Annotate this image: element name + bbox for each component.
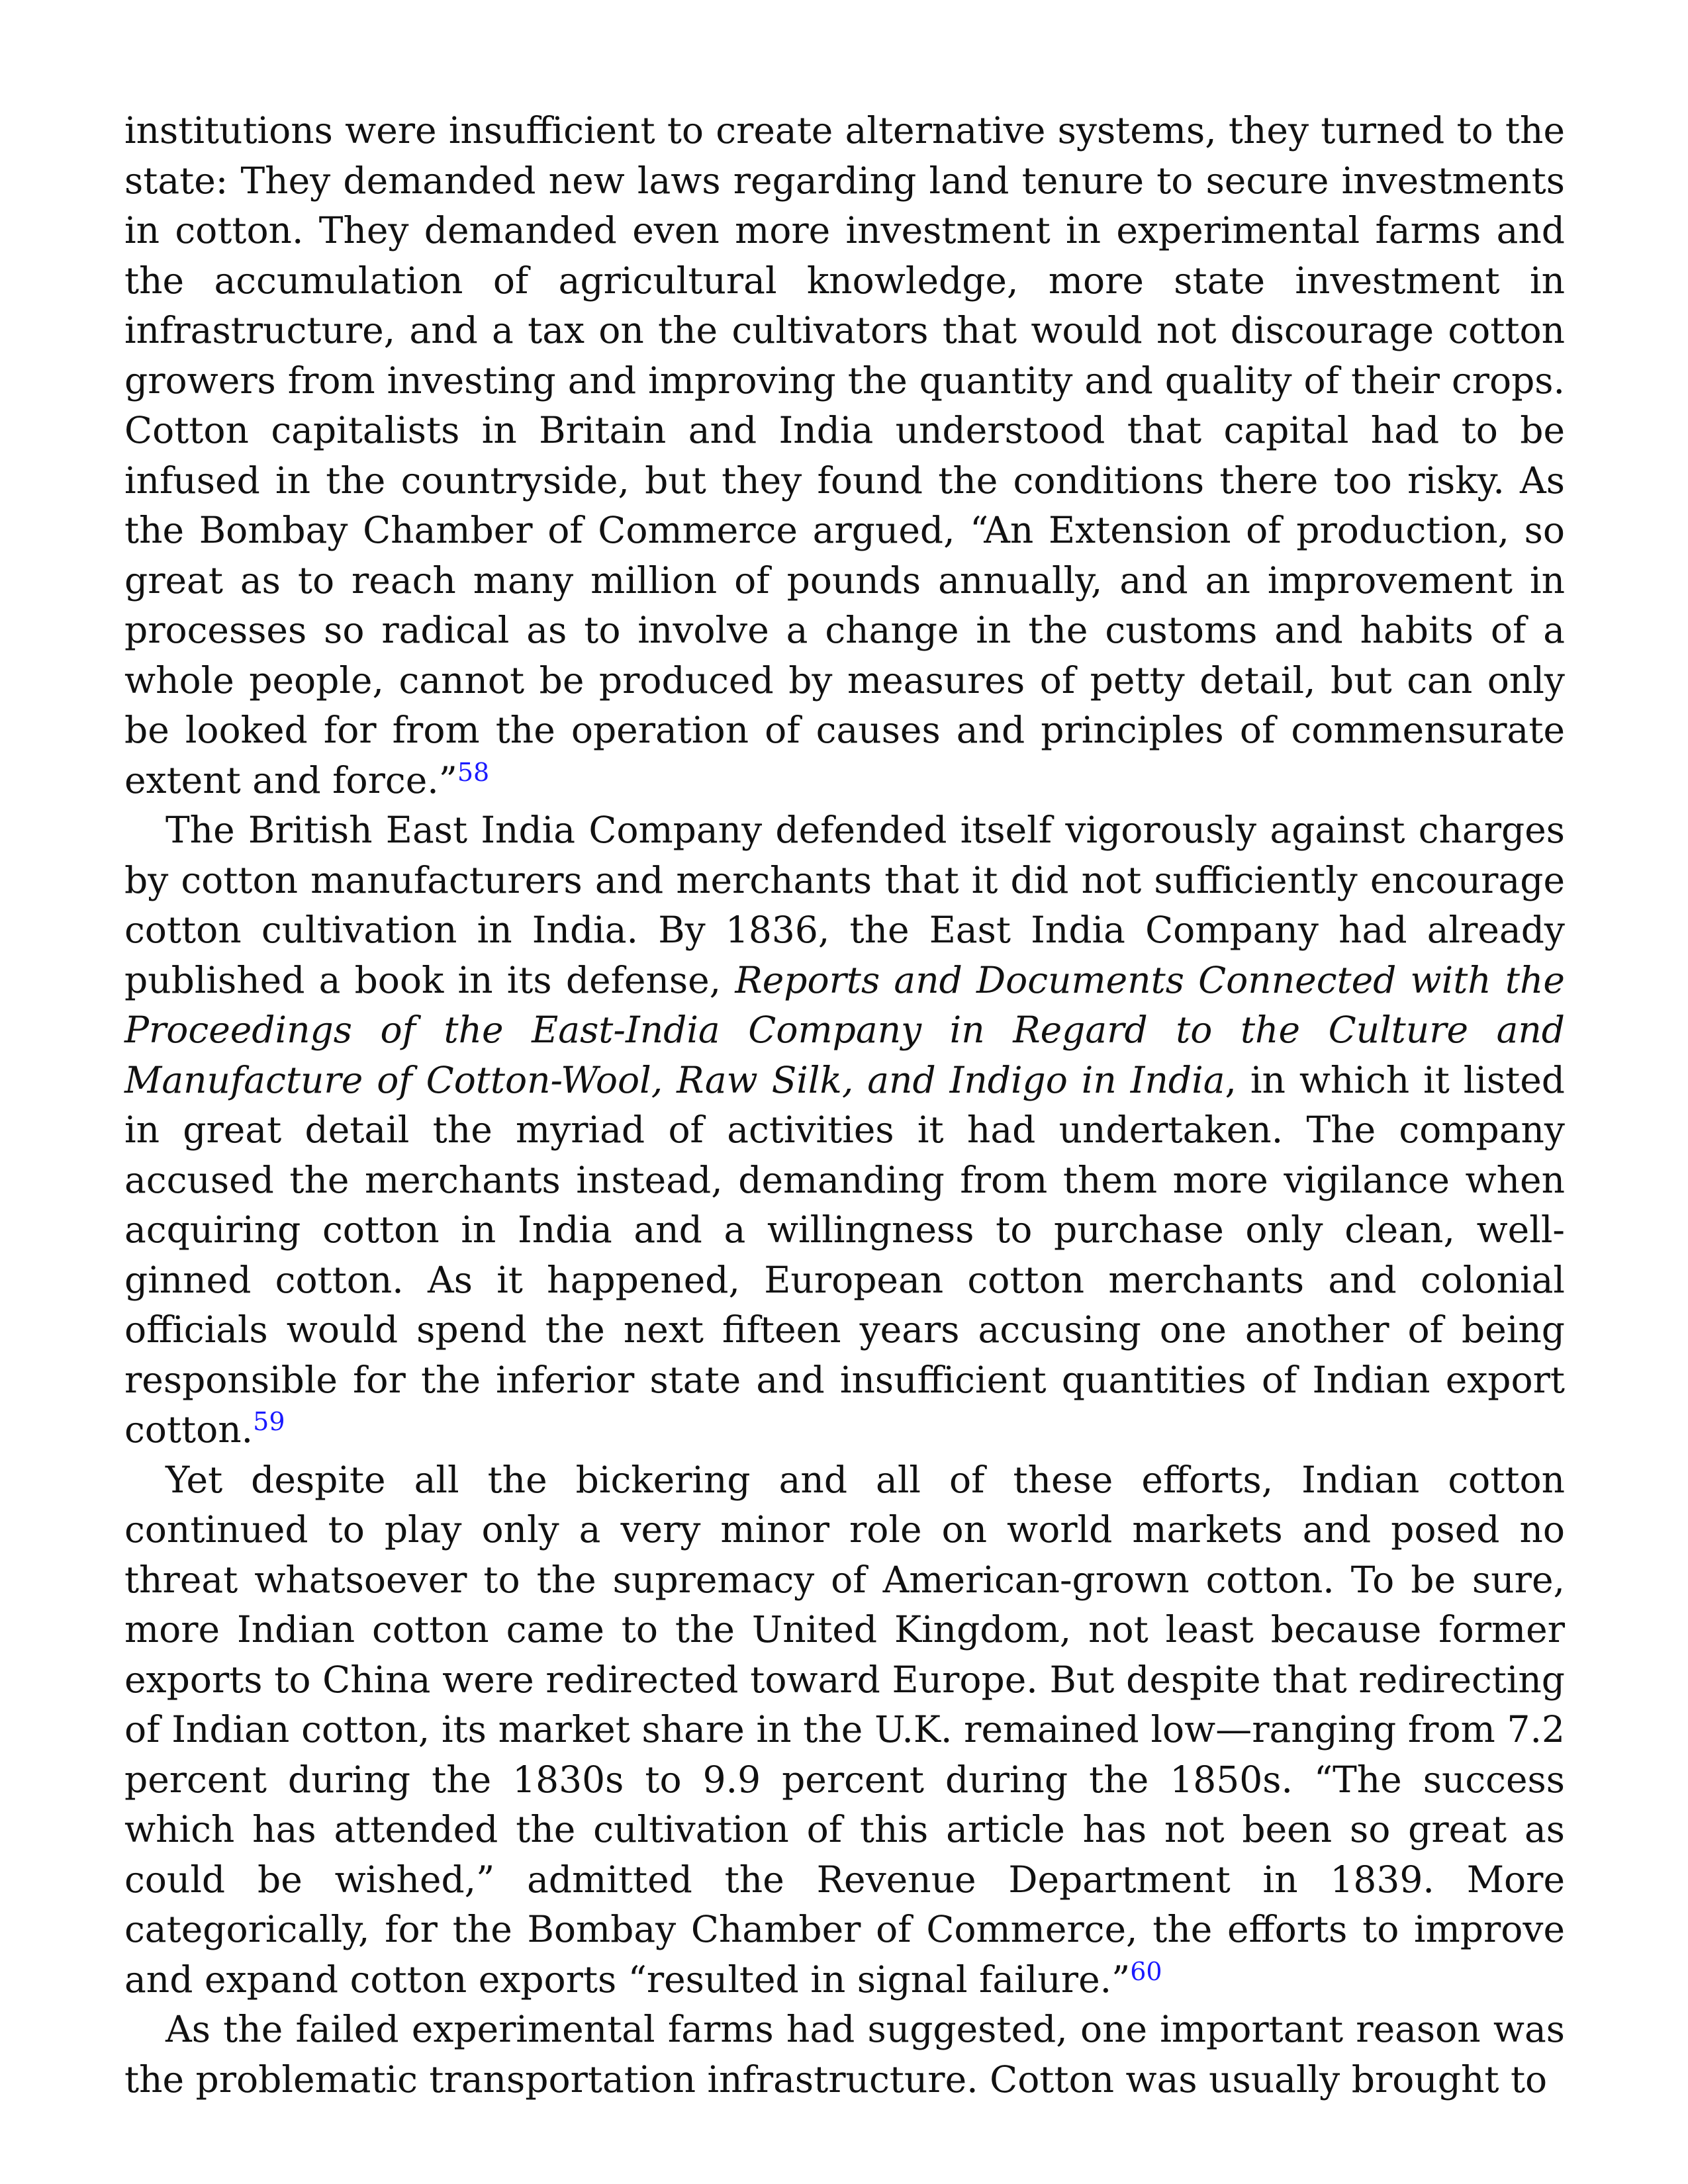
footnote-link-59[interactable]: 59 [253,1407,285,1436]
paragraph-1 [124,106,1565,805]
paragraph-2-text-before: The British East India Company defended itself vigorously against charges by cotton manufacturers and merchants that it did not sufficiently encourage cotton cultivation in India. By 1836, the East India Company had already published a book in its defense, [124,809,1565,1001]
paragraph-3-text: Yet despite all the bickering and all of these efforts, Indian cotton continued to play only a very minor role on world markets and posed no threat whatsoever to the supremacy of American-grown cotton. To be sure, more Indian cotton came to the United Kingdom, not least because former exports to China were redirected toward Europe. But despite that redirecting of Indian cotton, its market share in the U.K. remained low—ranging from 7.2 percent during the 1830s to 9.9 percent during the 1850s. “The success which has attended the cultivation of this article has not been so great as could be wished,” admitted the Revenue Department in 1839. More categorically, for the Bombay Chamber of Commerce, the efforts to improve and expand cotton exports “resulted in signal failure.” [124,1458,1565,2001]
paragraph-1-text: institutions were insufficient to create alternative systems, they turned to the state: They demanded new laws regarding land tenure to secure investments in cotton. They demanded even more investment in experimental farms and the accumulation of agricultural knowledge, more state investment in infrastructure, and a tax on the cultivators that would not discourage cotton growers from investing and improving the quantity and quality of their crops. Cotton capitalists in Britain and India understood that capital had to be infused in the countryside, but they found the conditions there too risky. As the Bombay Chamber of Commerce argued, “An Extension of production, so great as to reach many million of pounds annually, and an improvement in processes so radical as to involve a change in the customs and habits of a whole people, cannot be produced by measures of petty detail, but can only be looked for from the operation of causes and principles of commensurate extent and force.” [124,109,1565,801]
document-page [124,106,1565,2105]
paragraph-4 [124,2005,1565,2105]
book-title-italic: Reports and Documents Connected with the Proceedings of the East-India Company in Regard to the Culture and Manufacture of Cotton-Wool, Raw Silk, and Indigo in India [124,958,1565,1101]
paragraph-2-text-after: , in which it listed in great detail the myriad of activities it had undertaken. The company accused the merchants instead, demanding from them more vigilance when acquiring cotton in India and a willingness to purchase only clean, well-ginned cotton. As it happened, European cotton merchants and colonial officials would spend the next fifteen years accusing one another of being responsible for the inferior state and insufficient quantities of Indian export cotton. [124,1058,1565,1451]
paragraph-4-text: As the failed experimental farms had suggested, one important reason was the problematic transportation infrastructure. Cotton was usually brought to [124,2008,1565,2101]
paragraph-3 [124,1455,1565,2005]
footnote-link-58[interactable]: 58 [457,757,490,787]
paragraph-2 [124,805,1565,1455]
footnote-link-60[interactable]: 60 [1130,1956,1162,1986]
